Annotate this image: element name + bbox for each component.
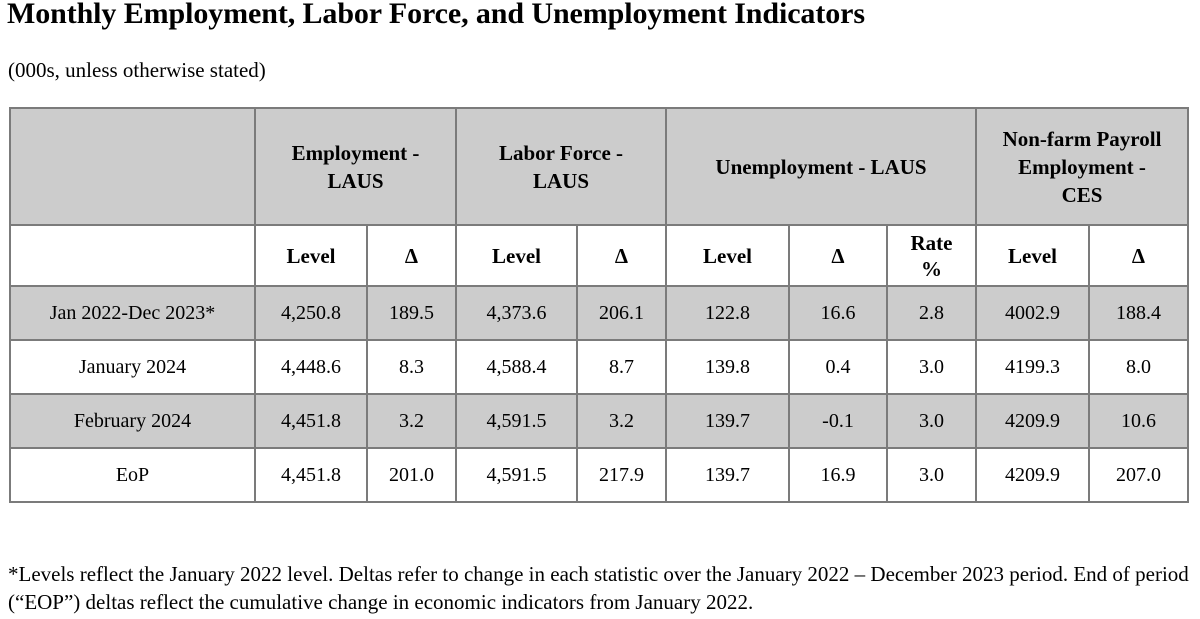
subheader-unemployment-delta: Δ (789, 225, 887, 286)
cell: 3.0 (887, 340, 976, 394)
subheader-unemployment-level: Level (666, 225, 789, 286)
group-header-nonfarm-payroll: Non-farm Payroll Employment - CES (976, 108, 1188, 225)
table-row (10, 340, 1188, 394)
subheader-employment-delta: Δ (367, 225, 456, 286)
cell: 16.6 (789, 286, 887, 340)
cell: 4,451.8 (255, 448, 367, 502)
cell: 8.0 (1089, 340, 1188, 394)
cell: 4,591.5 (456, 394, 577, 448)
row-label: Jan 2022-Dec 2023* (10, 286, 255, 340)
cell: 3.0 (887, 448, 976, 502)
cell: 4,448.6 (255, 340, 367, 394)
cell: 4,591.5 (456, 448, 577, 502)
cell: 139.7 (666, 394, 789, 448)
row-label: EoP (10, 448, 255, 502)
cell: 201.0 (367, 448, 456, 502)
cell: 4209.9 (976, 394, 1089, 448)
cell: 217.9 (577, 448, 666, 502)
subheader-labor-force-delta: Δ (577, 225, 666, 286)
cell: 8.3 (367, 340, 456, 394)
page-title: Monthly Employment, Labor Force, and Unemployment Indicators (7, 0, 865, 30)
table-row (10, 394, 1188, 448)
cell: 2.8 (887, 286, 976, 340)
cell: 139.7 (666, 448, 789, 502)
subheader-blank (10, 225, 255, 286)
cell: 4002.9 (976, 286, 1089, 340)
cell: 4,588.4 (456, 340, 577, 394)
cell: -0.1 (789, 394, 887, 448)
cell: 189.5 (367, 286, 456, 340)
row-label: January 2024 (10, 340, 255, 394)
indicators-table (9, 107, 1189, 503)
sub-header-row (10, 225, 1188, 286)
group-header-labor-force: Labor Force - LAUS (456, 108, 666, 225)
cell: 4,373.6 (456, 286, 577, 340)
cell: 4,250.8 (255, 286, 367, 340)
cell: 188.4 (1089, 286, 1188, 340)
table-row (10, 448, 1188, 502)
cell: 122.8 (666, 286, 789, 340)
row-label: February 2024 (10, 394, 255, 448)
cell: 207.0 (1089, 448, 1188, 502)
footnote: *Levels reflect the January 2022 level. Deltas refer to change in each statistic over the January 2022 – December 2023 period. End of period (“EOP”) deltas reflect the cumulative change in economic indicators from January 2022. (8, 562, 1189, 614)
cell: 4,451.8 (255, 394, 367, 448)
table-row (10, 286, 1188, 340)
cell: 16.9 (789, 448, 887, 502)
cell: 4209.9 (976, 448, 1089, 502)
subheader-labor-force-level: Level (456, 225, 577, 286)
group-header-unemployment: Unemployment - LAUS (666, 108, 976, 225)
cell: 3.0 (887, 394, 976, 448)
subheader-payroll-level: Level (976, 225, 1089, 286)
subheader-payroll-delta: Δ (1089, 225, 1188, 286)
corner-cell (10, 108, 255, 225)
cell: 8.7 (577, 340, 666, 394)
cell: 10.6 (1089, 394, 1188, 448)
cell: 4199.3 (976, 340, 1089, 394)
cell: 139.8 (666, 340, 789, 394)
units-subtitle: (000s, unless otherwise stated) (8, 58, 266, 82)
subheader-unemployment-rate: Rate % (887, 225, 976, 286)
cell: 3.2 (577, 394, 666, 448)
group-header-employment: Employment - LAUS (255, 108, 456, 225)
cell: 0.4 (789, 340, 887, 394)
subheader-employment-level: Level (255, 225, 367, 286)
cell: 3.2 (367, 394, 456, 448)
group-header-row (10, 108, 1188, 225)
cell: 206.1 (577, 286, 666, 340)
